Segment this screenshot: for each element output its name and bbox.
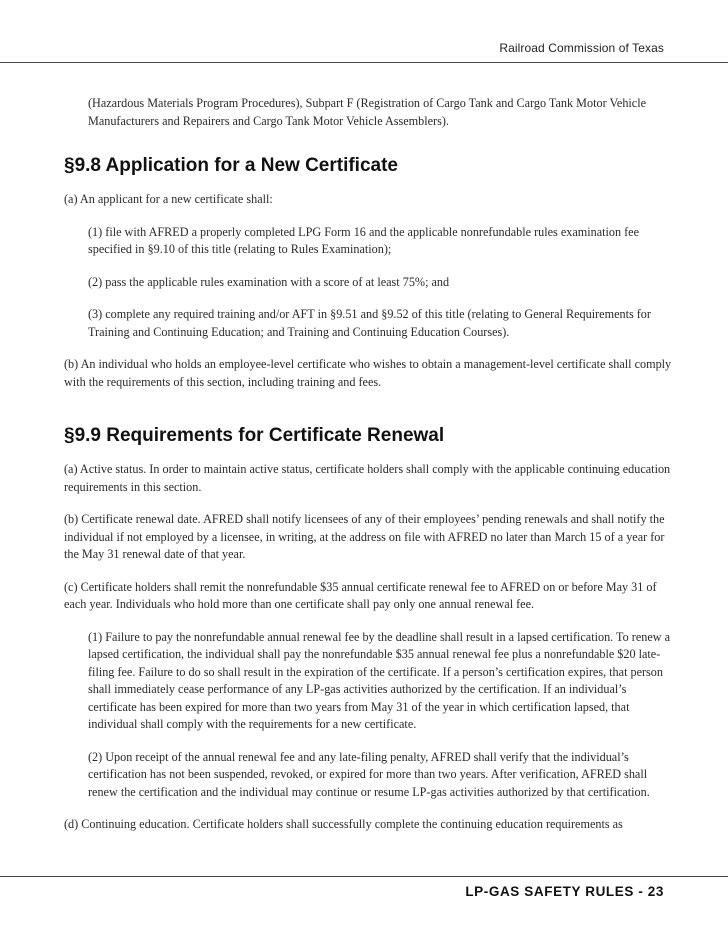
section-9-8-subsection-b: (b) An individual who holds an employee-level certificate who wishes to obtain a management-level certificate shall comply with the requirements of this section, including training and fees. xyxy=(64,357,672,389)
section-heading-9-9: §9.9 Requirements for Certificate Renewal xyxy=(64,425,445,446)
section-9-8-subsection-a: (a) An applicant for a new certificate shall: xyxy=(64,192,273,206)
header-divider xyxy=(0,62,728,63)
section-heading-9-8: §9.8 Application for a New Certificate xyxy=(64,155,398,176)
header-title: Railroad Commission of Texas xyxy=(499,41,664,55)
section-9-8-item-3: (3) complete any required training and/or AFT in §9.51 and §9.52 of this title (relating to General Requirements for Training and Continuing Education; and Training and Continuing Education Courses). xyxy=(88,307,651,339)
section-9-8-item-1: (1) file with AFRED a properly completed LPG Form 16 and the applicable nonrefundable rules examination fee specified in §9.10 of this title (relating to Rules Examination); xyxy=(88,224,639,256)
section-9-9-subsection-d: (d) Continuing education. Certificate holders shall successfully complete the continuing education requirements as xyxy=(64,817,623,831)
page-body xyxy=(64,95,674,849)
section-9-9-item-1: (1) Failure to pay the nonrefundable annual renewal fee by the deadline shall result in a lapsed certification. To renew a lapsed certification, the individual shall pay the nonrefundable $35 annual renewal fee plus a nonrefundable $20 late-filing fee. Failure to do so shall result in the expiration of the certificate. If a person’s certification expires, that person shall immediately cease performance of any LP-gas activities authorized by the certification. If an individual’s certificate has been expired for more than two years from May 31 of the year in which certification lapsed, that individual shall comply with the requirements for a new certificate. xyxy=(88,629,670,731)
section-9-9-subsection-b: (b) Certificate renewal date. AFRED shall notify licensees of any of their employees’ pending renewals and shall notify the individual if not employed by a licensee, in writing, at the address on file with AFRED no later than March 15 of a year for the May 31 renewal date of that year. xyxy=(64,512,665,561)
footer-page-label: LP-GAS SAFETY RULES - 23 xyxy=(465,884,664,899)
section-9-8-item-2: (2) pass the applicable rules examination with a score of at least 75%; and xyxy=(88,274,450,289)
intro-paragraph: (Hazardous Materials Program Procedures), Subpart F (Registration of Cargo Tank and Cargo Tank Motor Vehicle Manufacturers and Repairers and Cargo Tank Motor Vehicle Assemblers). xyxy=(88,96,647,128)
footer-divider xyxy=(0,876,728,877)
section-9-9-subsection-a: (a) Active status. In order to maintain active status, certificate holders shall comply with the applicable continuing education requirements in this section. xyxy=(64,462,671,494)
section-9-9-subsection-c: (c) Certificate holders shall remit the nonrefundable $35 annual certificate renewal fee to AFRED on or before May 31 of each year. Individuals who hold more than one certificate shall pay only one annual renewal fee. xyxy=(64,579,657,611)
section-9-9-item-2: (2) Upon receipt of the annual renewal fee and any late-filing penalty, AFRED shall verify that the individual’s certification has not been suspended, revoked, or expired for more than two years. After verification, AFRED shall renew the certification and the individual may continue or resume LP-gas activities authorized by that certification. xyxy=(88,749,650,799)
